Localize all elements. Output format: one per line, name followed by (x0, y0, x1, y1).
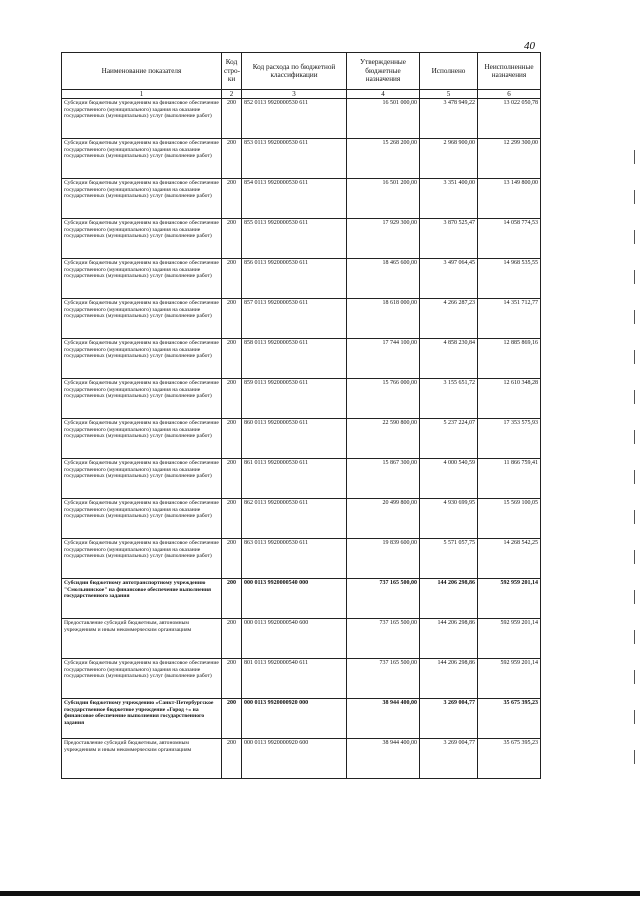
table-row (62, 739, 541, 779)
header-classification: Код расхода по бюджетной классификации (242, 53, 347, 90)
row-classification-code: 000 0113 9920000540 600 (242, 619, 347, 659)
row-classification-code: 862 0113 9920000530 611 (242, 499, 347, 539)
row-unexecuted-amount: 35 675 395,23 (478, 739, 541, 779)
column-number: 6 (478, 90, 541, 99)
column-number: 5 (420, 90, 478, 99)
row-unexecuted-amount: 13 022 050,78 (478, 99, 541, 139)
row-executed-amount: 3 155 651,72 (420, 379, 478, 419)
row-approved-amount: 15 268 200,00 (347, 139, 420, 179)
row-unexecuted-amount: 12 885 869,16 (478, 339, 541, 379)
row-line-code: 200 (222, 99, 242, 139)
row-name: Субсидии бюджетному автотранспортному учреждению "Смольнинское" на финансовое обеспечение выполнения государственного задания (62, 579, 222, 619)
row-line-code: 200 (222, 419, 242, 459)
table-row (62, 419, 541, 459)
row-name: Субсидии бюджетным учреждениям на финансовое обеспечение государственного (муниципального) задания на оказание государственных (муниципальных) услуг (выполнение работ) (62, 299, 222, 339)
row-name: Субсидии бюджетным учреждениям на финансовое обеспечение государственного (муниципального) задания на оказание государственных (муниципальных) услуг (выполнение работ) (62, 219, 222, 259)
row-unexecuted-amount: 14 268 542,25 (478, 539, 541, 579)
row-line-code: 200 (222, 619, 242, 659)
row-executed-amount: 3 497 064,45 (420, 259, 478, 299)
row-name: Субсидии бюджетным учреждениям на финансовое обеспечение государственного (муниципального) задания на оказание государственных (муниципальных) услуг (выполнение работ) (62, 339, 222, 379)
row-classification-code: 863 0113 9920000530 611 (242, 539, 347, 579)
row-unexecuted-amount: 11 866 759,41 (478, 459, 541, 499)
row-name: Субсидии бюджетному учреждению «Санкт-Петербургское государственное бюджетное учреждение «Город +» на финансовое обеспечение выполнения государственного задания (62, 699, 222, 739)
row-executed-amount: 144 206 298,86 (420, 659, 478, 699)
row-classification-code: 000 0113 9920000920 600 (242, 739, 347, 779)
row-line-code: 200 (222, 699, 242, 739)
row-approved-amount: 22 590 800,00 (347, 419, 420, 459)
row-executed-amount: 2 968 900,00 (420, 139, 478, 179)
row-classification-code: 856 0113 9920000530 611 (242, 259, 347, 299)
table-row (62, 339, 541, 379)
row-name: Субсидии бюджетным учреждениям на финансовое обеспечение государственного (муниципального) задания на оказание государственных (муниципальных) услуг (выполнение работ) (62, 139, 222, 179)
row-approved-amount: 16 501 200,00 (347, 179, 420, 219)
budget-execution-table (61, 52, 541, 779)
row-classification-code: 000 0113 9920000920 000 (242, 699, 347, 739)
row-line-code: 200 (222, 339, 242, 379)
row-line-code: 200 (222, 499, 242, 539)
row-approved-amount: 737 165 500,00 (347, 659, 420, 699)
header-unexecuted: Неисполненные назначения (478, 53, 541, 90)
row-name: Субсидии бюджетным учреждениям на финансовое обеспечение государственного (муниципального) задания на оказание государственных (муниципальных) услуг (выполнение работ) (62, 379, 222, 419)
row-executed-amount: 4 266 287,23 (420, 299, 478, 339)
row-unexecuted-amount: 12 610 348,28 (478, 379, 541, 419)
row-executed-amount: 3 478 949,22 (420, 99, 478, 139)
row-approved-amount: 20 499 800,00 (347, 499, 420, 539)
table-body (62, 99, 541, 779)
row-unexecuted-amount: 15 569 100,05 (478, 499, 541, 539)
row-unexecuted-amount: 35 675 395,23 (478, 699, 541, 739)
table-row (62, 499, 541, 539)
header-row (62, 53, 541, 90)
row-classification-code: 860 0113 9920000530 611 (242, 419, 347, 459)
row-line-code: 200 (222, 539, 242, 579)
row-approved-amount: 19 839 600,00 (347, 539, 420, 579)
row-approved-amount: 17 929 300,00 (347, 219, 420, 259)
row-line-code: 200 (222, 579, 242, 619)
table-row (62, 379, 541, 419)
row-classification-code: 859 0113 9920000530 611 (242, 379, 347, 419)
row-classification-code: 854 0113 9920000530 611 (242, 179, 347, 219)
row-unexecuted-amount: 592 959 201,14 (478, 579, 541, 619)
column-number: 1 (62, 90, 222, 99)
row-name: Субсидии бюджетным учреждениям на финансовое обеспечение государственного (муниципального) задания на оказание государственных (муниципальных) услуг (выполнение работ) (62, 179, 222, 219)
table-row (62, 179, 541, 219)
row-line-code: 200 (222, 299, 242, 339)
header-name: Наименование показателя (62, 53, 222, 90)
column-number: 3 (242, 90, 347, 99)
row-name: Предоставление субсидий бюджетным, автономным учреждениям и иным некоммерческим организациям (62, 619, 222, 659)
row-line-code: 200 (222, 379, 242, 419)
row-approved-amount: 16 501 000,00 (347, 99, 420, 139)
row-line-code: 200 (222, 659, 242, 699)
row-name: Предоставление субсидий бюджетным, автономным учреждениям и иным некоммерческим организациям (62, 739, 222, 779)
row-approved-amount: 17 744 100,00 (347, 339, 420, 379)
row-approved-amount: 737 165 500,00 (347, 619, 420, 659)
row-executed-amount: 4 858 230,84 (420, 339, 478, 379)
row-executed-amount: 3 269 004,77 (420, 739, 478, 779)
table-row (62, 659, 541, 699)
table-row (62, 619, 541, 659)
row-unexecuted-amount: 14 058 774,53 (478, 219, 541, 259)
row-unexecuted-amount: 13 149 800,00 (478, 179, 541, 219)
row-line-code: 200 (222, 259, 242, 299)
row-classification-code: 857 0113 9920000530 611 (242, 299, 347, 339)
row-unexecuted-amount: 592 959 201,14 (478, 659, 541, 699)
row-line-code: 200 (222, 459, 242, 499)
column-number: 2 (222, 90, 242, 99)
row-executed-amount: 3 870 525,47 (420, 219, 478, 259)
row-name: Субсидии бюджетным учреждениям на финансовое обеспечение государственного (муниципального) задания на оказание государственных (муниципальных) услуг (выполнение работ) (62, 499, 222, 539)
row-approved-amount: 15 867 300,00 (347, 459, 420, 499)
row-executed-amount: 3 269 004,77 (420, 699, 478, 739)
column-number-row (62, 90, 541, 99)
table-row (62, 579, 541, 619)
row-executed-amount: 5 571 057,75 (420, 539, 478, 579)
row-executed-amount: 144 206 298,86 (420, 579, 478, 619)
header-approved: Утвержденные бюджетные назначения (347, 53, 420, 90)
scan-bottom-bar (0, 891, 640, 896)
table-row (62, 459, 541, 499)
row-unexecuted-amount: 14 968 535,55 (478, 259, 541, 299)
row-classification-code: 861 0113 9920000530 611 (242, 459, 347, 499)
row-name: Субсидии бюджетным учреждениям на финансовое обеспечение государственного (муниципального) задания на оказание государственных (муниципальных) услуг (выполнение работ) (62, 419, 222, 459)
page-number: 40 (524, 40, 535, 52)
row-approved-amount: 15 766 000,00 (347, 379, 420, 419)
row-approved-amount: 18 465 600,00 (347, 259, 420, 299)
row-classification-code: 858 0113 9920000530 611 (242, 339, 347, 379)
row-executed-amount: 4 930 699,95 (420, 499, 478, 539)
table-row (62, 299, 541, 339)
row-classification-code: 000 0113 9920000540 000 (242, 579, 347, 619)
table-row (62, 99, 541, 139)
column-number: 4 (347, 90, 420, 99)
row-classification-code: 853 0113 9920000530 611 (242, 139, 347, 179)
scan-edge-marks (634, 150, 635, 770)
row-unexecuted-amount: 14 351 712,77 (478, 299, 541, 339)
row-classification-code: 855 0113 9920000530 611 (242, 219, 347, 259)
row-executed-amount: 4 000 540,59 (420, 459, 478, 499)
row-name: Субсидии бюджетным учреждениям на финансовое обеспечение государственного (муниципального) задания на оказание государственных (муниципальных) услуг (выполнение работ) (62, 259, 222, 299)
header-line-code: Код стро-ки (222, 53, 242, 90)
row-classification-code: 801 0113 9920000540 611 (242, 659, 347, 699)
row-executed-amount: 5 237 224,07 (420, 419, 478, 459)
row-executed-amount: 3 351 400,00 (420, 179, 478, 219)
row-approved-amount: 18 618 000,00 (347, 299, 420, 339)
table-row (62, 699, 541, 739)
row-line-code: 200 (222, 179, 242, 219)
row-classification-code: 852 0113 9920000530 611 (242, 99, 347, 139)
table-row (62, 219, 541, 259)
table-row (62, 139, 541, 179)
header-executed: Исполнено (420, 53, 478, 90)
row-name: Субсидии бюджетным учреждениям на финансовое обеспечение государственного (муниципального) задания на оказание государственных (муниципальных) услуг (выполнение работ) (62, 99, 222, 139)
row-line-code: 200 (222, 219, 242, 259)
row-approved-amount: 38 944 400,00 (347, 699, 420, 739)
row-approved-amount: 737 165 500,00 (347, 579, 420, 619)
row-line-code: 200 (222, 739, 242, 779)
row-unexecuted-amount: 17 353 575,93 (478, 419, 541, 459)
table-row (62, 539, 541, 579)
row-approved-amount: 38 944 400,00 (347, 739, 420, 779)
row-executed-amount: 144 206 298,86 (420, 619, 478, 659)
row-name: Субсидии бюджетным учреждениям на финансовое обеспечение государственного (муниципального) задания на оказание государственных (муниципальных) услуг (выполнение работ) (62, 659, 222, 699)
table-row (62, 259, 541, 299)
row-unexecuted-amount: 12 299 300,00 (478, 139, 541, 179)
row-name: Субсидии бюджетным учреждениям на финансовое обеспечение государственного (муниципального) задания на оказание государственных (муниципальных) услуг (выполнение работ) (62, 459, 222, 499)
row-name: Субсидии бюджетным учреждениям на финансовое обеспечение государственного (муниципального) задания на оказание государственных (муниципальных) услуг (выполнение работ) (62, 539, 222, 579)
row-line-code: 200 (222, 139, 242, 179)
row-unexecuted-amount: 592 959 201,14 (478, 619, 541, 659)
